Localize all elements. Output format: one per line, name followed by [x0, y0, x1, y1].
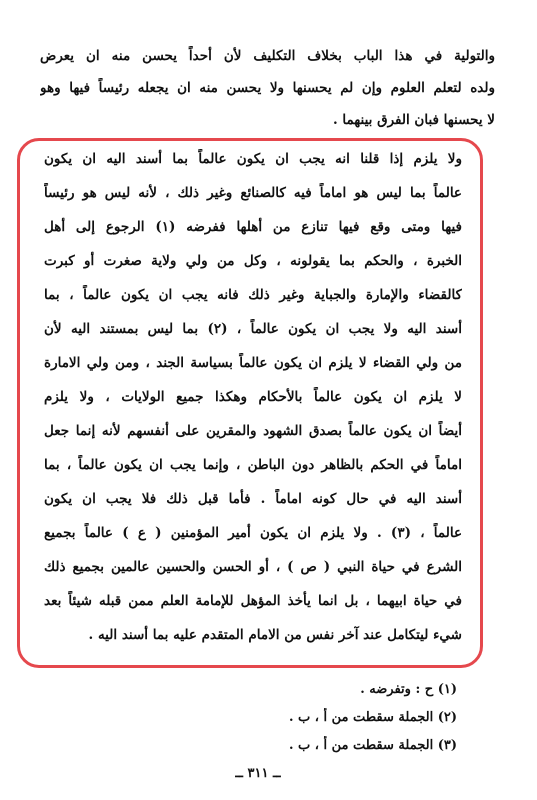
- text-line: في حياة ابيهما ، بل انما يأخذ المؤهل للإمامة العلم ممن قبله شيئاً بعد: [44, 593, 462, 609]
- text-line: اماماً في الحكم بالظاهر دون الباطن ، وإنما يجب ان يكون عالماً ، بما: [44, 457, 462, 473]
- highlight-box: [17, 138, 483, 668]
- text-line: أسند اليه ولا يجب ان يكون عالماً ، (٢) بما ليس بمستند اليه لأن: [44, 321, 462, 337]
- text-line: عالماً ، (٣) . ولا يلزم ان يكون أمير المؤمنين ( ع ) عالماً بجميع: [44, 525, 462, 541]
- text-line: الخبرة ، والحكم بما يقولونه ، وكل من ولي ولاية صغرت أو كبرت: [44, 253, 462, 269]
- text-line: ولده لتعلم العلوم وإن لم يحسنها ولا يحسن منه ان يجعله رئيساً فيها وهو: [40, 80, 495, 96]
- text-line: فيها ومتى وقع فيها تنازع من أهلها ففرضه (١) الرجوع إلى أهل: [44, 219, 462, 235]
- text-line: كالقضاء والإمارة والجباية وغير ذلك فانه يجب ان يكون عالماً ، بما: [44, 287, 462, 303]
- text-line: ولا يلزم إذا قلنا انه يجب ان يكون عالماً بما أسند اليه ان يكون: [44, 151, 462, 167]
- text-line: عالماً بما ليس هو اماماً فيه كالصنائع وغير ذلك ، لأنه ليس هو رئيساً: [44, 185, 462, 201]
- footnote: (٣) الجملة سقطت من أ ، ب .: [288, 738, 457, 753]
- page-number: ــ ٣١١ ــ: [235, 766, 281, 781]
- footnote: (٢) الجملة سقطت من أ ، ب .: [288, 710, 457, 725]
- text-line: لا يحسنها فبان الفرق بينهما .: [332, 112, 495, 128]
- text-line: أيضاً ان يكون عالماً بصدق الشهود والمقرين على أنفسهم لأنه إنما جعل: [44, 423, 462, 439]
- text-line: من ولي القضاء لا يلزم ان يكون عالماً بسياسة الجند ، ومن ولي الامارة: [44, 355, 462, 371]
- text-line: أسند اليه في حال كونه اماماً . فأما قبل ذلك فلا يجب ان يكون: [44, 491, 462, 507]
- text-line: والتولية في هذا الباب بخلاف التكليف لأن أحداً يحسن منه ان يعرض: [40, 48, 495, 64]
- text-line: الشرع في حياة النبي ( ص ) ، أو الحسن والحسين عالمين بجميع ذلك: [44, 559, 462, 575]
- footnote: (١) ح : وتفرضه .: [360, 682, 457, 697]
- text-line: لا يلزم ان يكون عالماً بالأحكام وهكذا جميع الولايات ، ولا يلزم: [44, 389, 462, 405]
- text-line: شيء ليتكامل عند آخر نفس من الامام المتقدم عليه بما أسند اليه .: [88, 627, 462, 643]
